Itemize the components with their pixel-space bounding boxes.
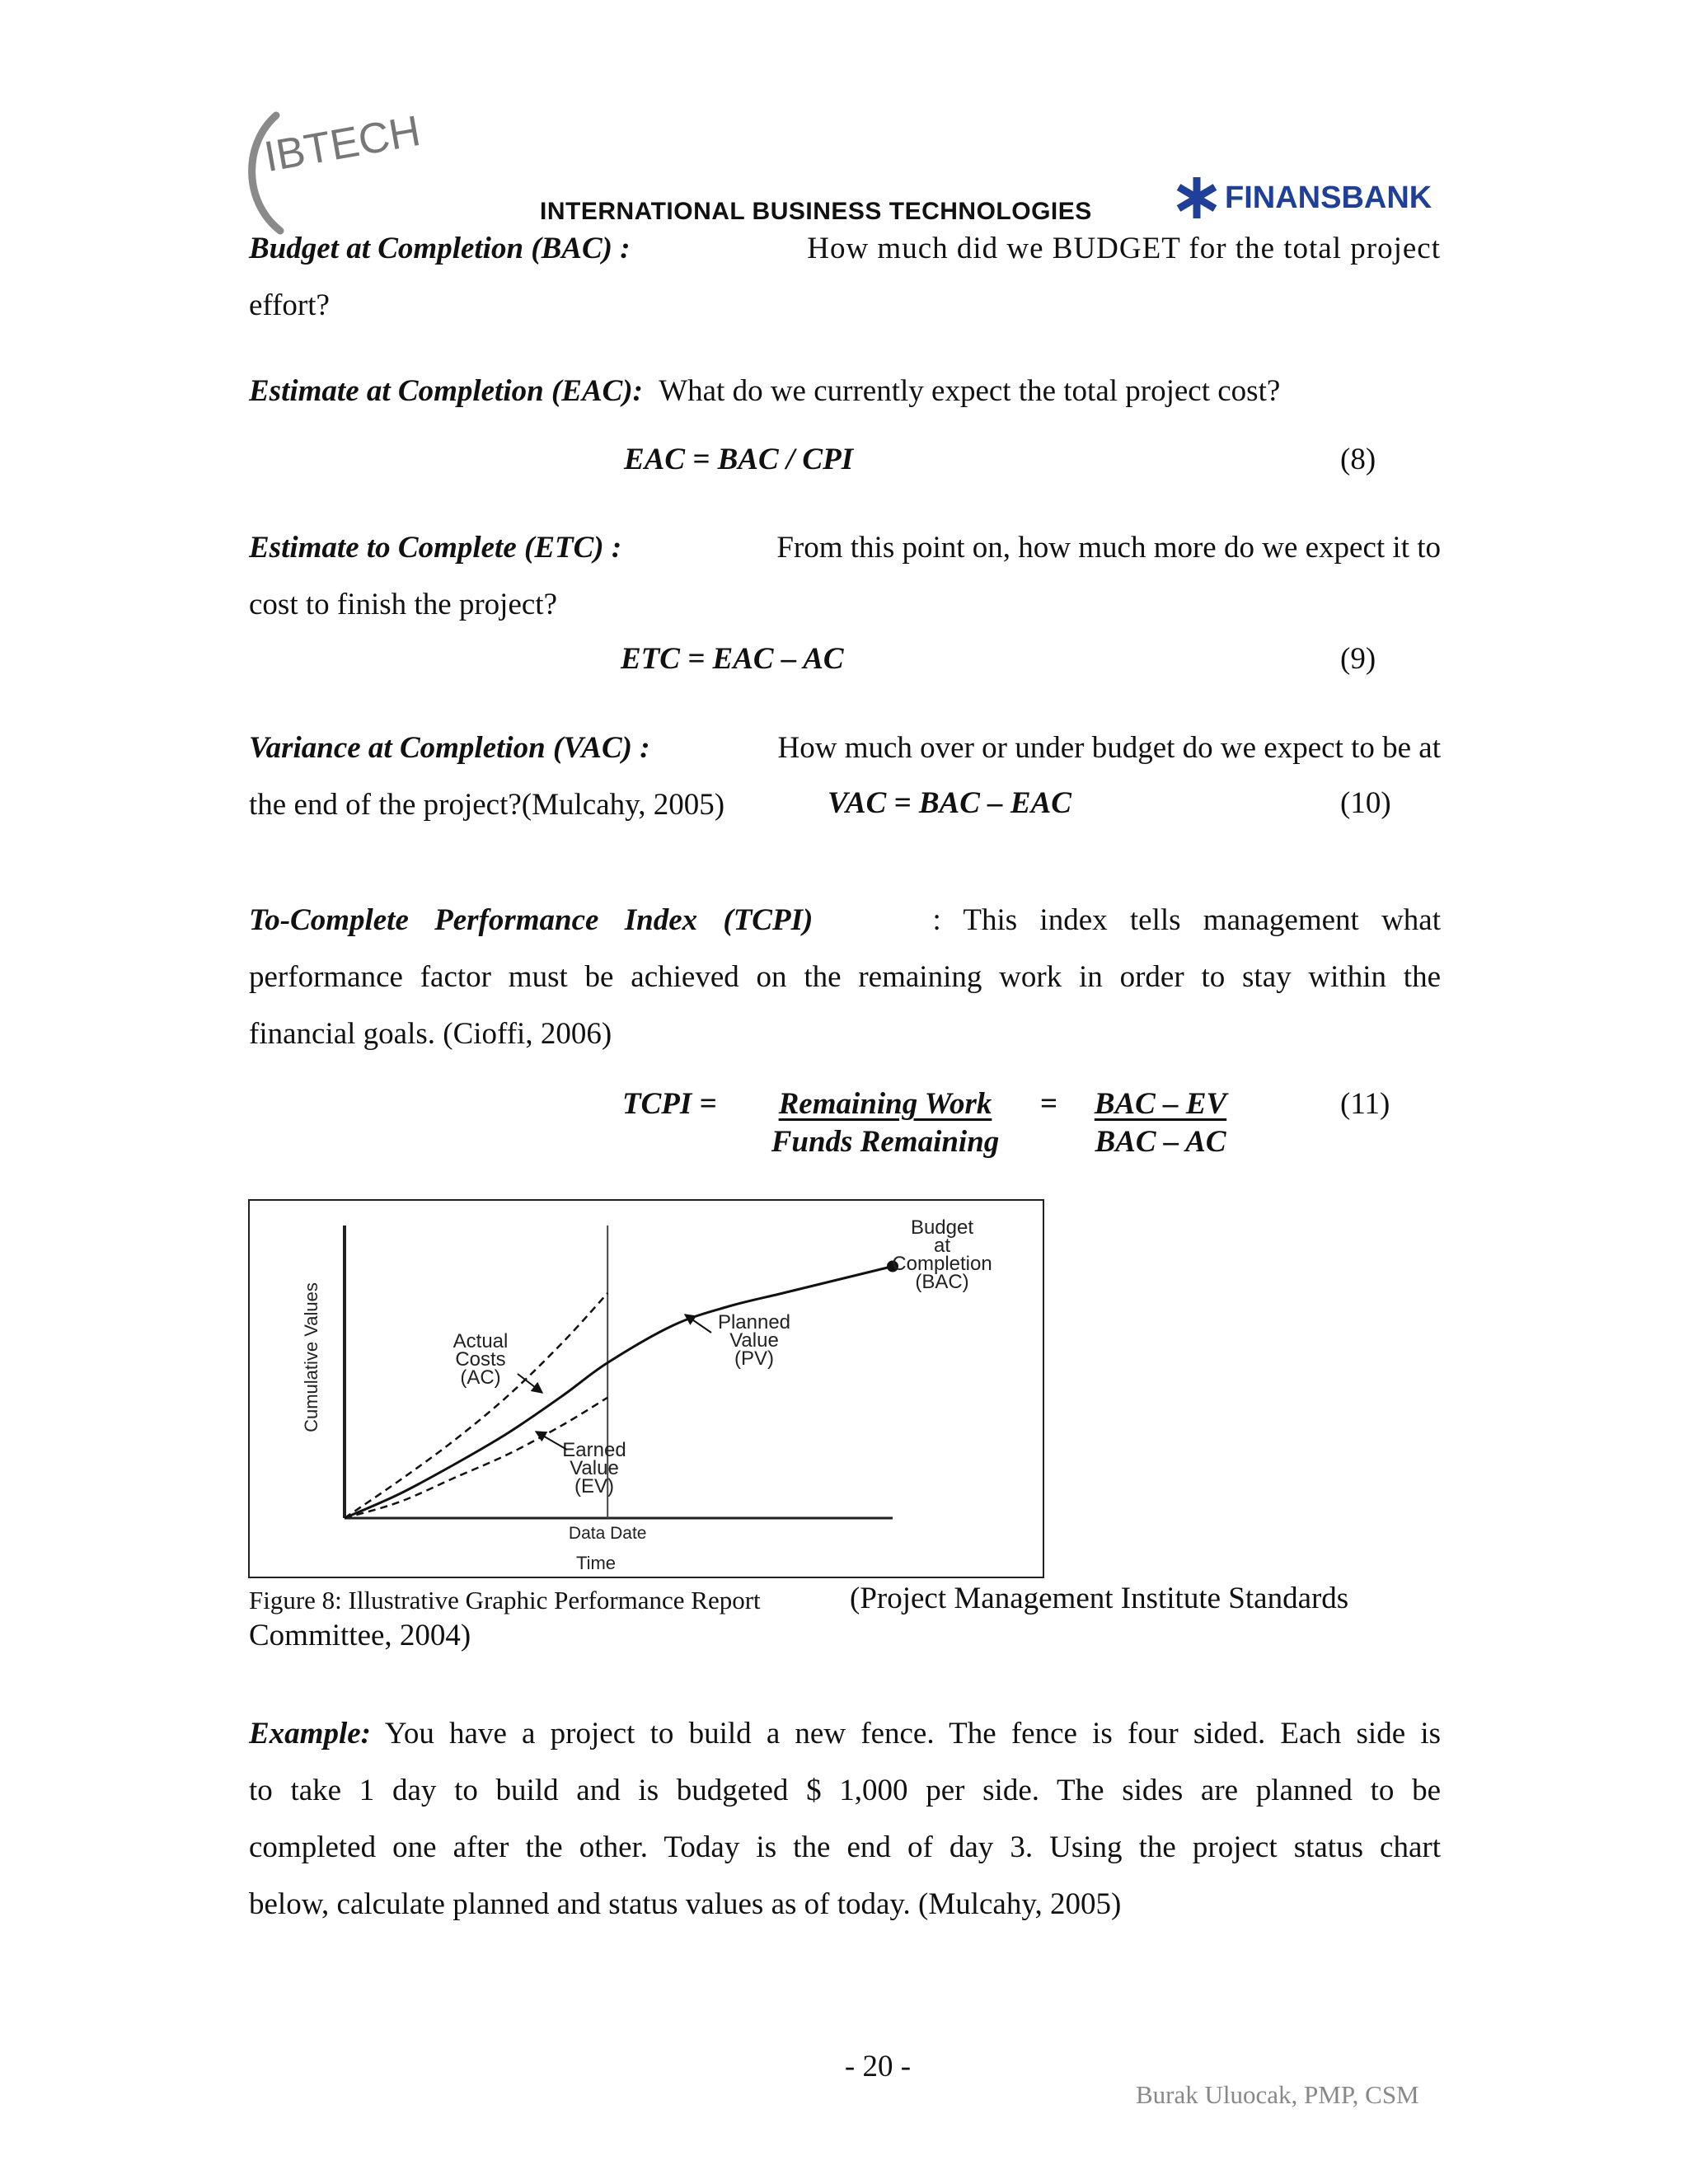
vac-label: Variance at Completion (VAC) : xyxy=(249,731,650,765)
pv-label-0: Planned xyxy=(717,1311,791,1333)
figure-frame xyxy=(248,1199,1044,1578)
tcpi-label: To-Complete Performance Index (TCPI) xyxy=(249,903,814,937)
vac-text: How much over or under budget do we expect to be at xyxy=(777,731,1441,765)
example-paragraph xyxy=(249,1705,1441,1933)
example-text-3: completed one after the other. Today is the end of day 3. Using the project status chart xyxy=(249,1830,1441,1864)
bac-text-cont: effort? xyxy=(249,288,330,322)
ac-line xyxy=(345,1293,607,1518)
bac-text: How much did we BUDGET for the total project xyxy=(807,232,1441,265)
tcpi-numerator-1: Remaining Work xyxy=(778,1087,992,1121)
tcpi-equals: = xyxy=(1040,1087,1058,1121)
ev-label-2: (EV) xyxy=(574,1475,614,1497)
x-axis-label: Time xyxy=(575,1553,617,1573)
eac-formula: EAC = BAC / CPI xyxy=(624,443,854,476)
performance-chart xyxy=(250,1201,1043,1577)
eac-text: What do we currently expect the total project cost? xyxy=(659,374,1281,408)
ev-label-1: Value xyxy=(570,1457,619,1479)
asterisk-logo-icon xyxy=(1174,175,1220,221)
tcpi-text-cont2: financial goals. (Cioffi, 2006) xyxy=(249,1017,612,1051)
bac-label-1: at xyxy=(933,1235,951,1257)
page-number: - 20 - xyxy=(844,2050,912,2083)
eq-number-11: (11) xyxy=(1340,1087,1390,1121)
tcpi-denominator-2: BAC – AC xyxy=(1095,1125,1226,1159)
bac-label-2: Completion xyxy=(892,1253,992,1275)
etc-text-cont: cost to finish the project? xyxy=(249,588,558,621)
example-text-2: to take 1 day to build and is budgeted $ 1,000 per side. The sides are planned to be xyxy=(249,1774,1441,1807)
pv-line xyxy=(345,1267,893,1519)
eq-number-10: (10) xyxy=(1340,786,1391,820)
figure-caption-source: (Project Management Institute Standards xyxy=(850,1582,1349,1615)
etc-formula: ETC = EAC – AC xyxy=(621,642,844,676)
pv-label-1: Value xyxy=(729,1329,779,1352)
tcpi-paragraph xyxy=(249,892,1441,1062)
header-title: INTERNATIONAL BUSINESS TECHNOLOGIES xyxy=(540,198,1092,225)
vac-text-cont: the end of the project?(Mulcahy, 2005) xyxy=(249,788,725,822)
tcpi-numerator-2: BAC – EV xyxy=(1094,1087,1227,1121)
bac-label: Budget at Completion (BAC) : xyxy=(249,232,631,265)
example-text-4: below, calculate planned and status values as of today. (Mulcahy, 2005) xyxy=(249,1887,1122,1921)
eq-number-9: (9) xyxy=(1340,642,1376,676)
example-label: Example: xyxy=(249,1717,371,1750)
tcpi-denominator-1: Funds Remaining xyxy=(771,1125,1000,1159)
eac-label: Estimate at Completion (EAC): xyxy=(249,374,643,408)
pv-label-2: (PV) xyxy=(734,1347,774,1370)
eq-number-8: (8) xyxy=(1340,443,1376,476)
bac-paragraph xyxy=(249,220,1441,334)
ev-label-0: Earned xyxy=(562,1439,626,1461)
footer-author: Burak Uluocak, PMP, CSM xyxy=(1136,2080,1419,2109)
etc-label: Estimate to Complete (ETC) : xyxy=(249,531,622,565)
data-date-label: Data Date xyxy=(568,1524,647,1543)
tcpi-text-cont: performance factor must be achieved on the remaining work in order to stay within the xyxy=(249,960,1441,994)
finansbank-logo: FINANSBANK xyxy=(1174,175,1432,221)
figure-caption-source-cont: Committee, 2004) xyxy=(249,1619,471,1652)
y-axis-label: Cumulative Values xyxy=(301,1282,321,1432)
bac-label-0: Budget xyxy=(910,1216,974,1239)
pv-pointer xyxy=(685,1315,711,1333)
tcpi-text: : This index tells management what xyxy=(932,903,1441,937)
ac-label-1: Costs xyxy=(455,1348,506,1371)
tcpi-lhs: TCPI = xyxy=(622,1087,717,1121)
ac-label-2: (AC) xyxy=(460,1366,501,1389)
example-text-1: You have a project to build a new fence. The fence is four sided. Each side is xyxy=(384,1717,1441,1750)
etc-text: From this point on, how much more do we expect it to xyxy=(776,531,1441,565)
figure-caption-small: Figure 8: Illustrative Graphic Performance Report xyxy=(249,1586,761,1615)
vac-formula: VAC = BAC – EAC xyxy=(828,786,1071,820)
eac-paragraph xyxy=(249,363,1441,419)
ac-label-0: Actual xyxy=(452,1330,509,1352)
bac-label-3: (BAC) xyxy=(915,1271,969,1293)
etc-paragraph xyxy=(249,519,1441,633)
